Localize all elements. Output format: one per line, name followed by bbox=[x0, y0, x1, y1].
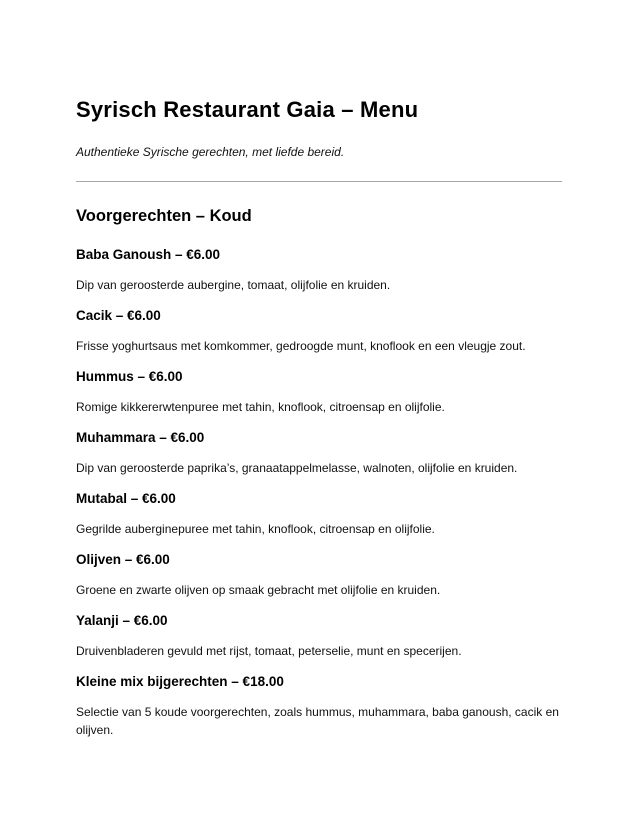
menu-item-name-hummus: Hummus – €6.00 bbox=[76, 369, 183, 384]
menu-item-description-yalanji: Druivenbladeren gevuld met rijst, tomaat, peterselie, munt en specerijen. bbox=[76, 644, 462, 658]
menu-item-description-olijven: Groene en zwarte olijven op smaak gebracht met olijfolie en kruiden. bbox=[76, 583, 441, 597]
menu-item-name-baba-ganoush: Baba Ganoush – €6.00 bbox=[76, 247, 221, 262]
menu-item-name-cacik: Cacik – €6.00 bbox=[76, 308, 161, 323]
menu-item-description-hummus: Romige kikkererwtenpuree met tahin, knoflook, citroensap en olijfolie. bbox=[76, 400, 445, 414]
section-heading-voorgerechten-koud: Voorgerechten – Koud bbox=[76, 207, 252, 225]
menu-item-description-baba-ganoush: Dip van geroosterde aubergine, tomaat, olijfolie en kruiden. bbox=[76, 278, 391, 292]
menu-item-description-kleine-mix-bijgerechten: Selectie van 5 koude voorgerechten, zoals hummus, muhammara, baba ganoush, cacik en olijven. bbox=[76, 705, 559, 737]
page-title: Syrisch Restaurant Gaia – Menu bbox=[76, 97, 419, 122]
menu-item-name-yalanji: Yalanji – €6.00 bbox=[76, 613, 168, 628]
menu-item-name-mutabal: Mutabal – €6.00 bbox=[76, 491, 176, 506]
menu-item-name-kleine-mix-bijgerechten: Kleine mix bijgerechten – €18.00 bbox=[76, 674, 284, 689]
menu-item-description-cacik: Frisse yoghurtsaus met komkommer, gedroogde munt, knoflook en een vleugje zout. bbox=[76, 339, 526, 353]
menu-item-description-mutabal: Gegrilde auberginepuree met tahin, knoflook, citroensap en olijfolie. bbox=[76, 522, 435, 536]
page-subtitle: Authentieke Syrische gerechten, met liefde bereid. bbox=[76, 145, 345, 159]
menu-item-description-muhammara: Dip van geroosterde paprika’s, granaatappelmelasse, walnoten, olijfolie en kruiden. bbox=[76, 461, 518, 475]
menu-item-name-olijven: Olijven – €6.00 bbox=[76, 552, 170, 567]
horizontal-divider bbox=[76, 181, 562, 182]
menu-item-name-muhammara: Muhammara – €6.00 bbox=[76, 430, 205, 445]
